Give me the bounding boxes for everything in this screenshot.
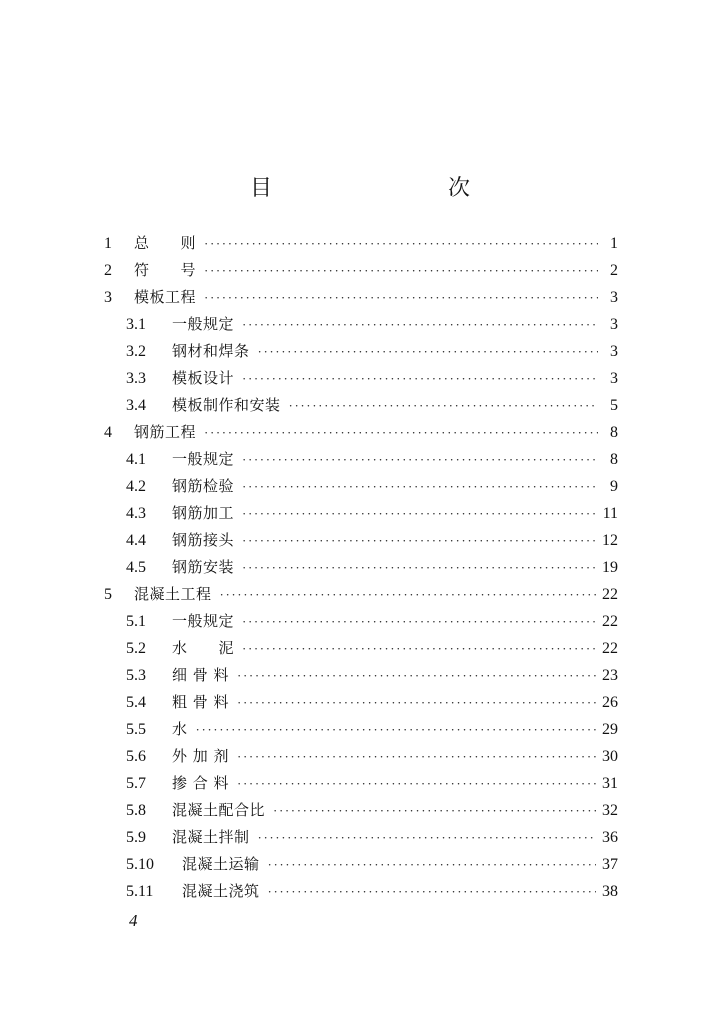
toc-entry	[104, 797, 618, 824]
toc-entry	[104, 338, 618, 365]
toc-entry	[104, 581, 618, 608]
page-title: 目 次	[249, 176, 514, 201]
toc-entry-title: 模板工程	[134, 288, 197, 306]
toc-entry-number: 5.9	[126, 829, 146, 846]
toc-entry-page: 30	[602, 748, 618, 765]
toc-entry-number: 5.8	[126, 802, 146, 819]
toc-entry-number: 2	[104, 262, 112, 279]
toc-entry-number: 5.11	[126, 883, 154, 900]
toc-entry-number: 4	[104, 424, 112, 441]
toc-leader-dots	[273, 797, 596, 824]
toc-leader-dots	[204, 284, 598, 311]
toc-entry-number: 1	[104, 235, 112, 252]
toc-leader-dots	[237, 662, 596, 689]
toc-entry-page: 12	[602, 532, 618, 549]
toc-entry	[104, 284, 618, 311]
page-number: 4	[129, 911, 138, 930]
toc-leader-dots	[242, 554, 596, 581]
toc-entry-page: 29	[602, 721, 618, 738]
table-of-contents	[104, 230, 618, 905]
toc-entry-title: 钢材和焊条	[172, 342, 250, 360]
toc-entry-title: 模板制作和安装	[172, 396, 281, 414]
toc-entry-page: 32	[602, 802, 618, 819]
toc-entry-page: 3	[610, 343, 618, 360]
toc-leader-dots	[204, 230, 598, 257]
toc-entry-number: 5.3	[126, 667, 146, 684]
toc-entry-title: 钢筋检验	[172, 477, 235, 495]
toc-entry-page: 11	[602, 505, 618, 522]
toc-entry-page: 37	[602, 856, 618, 873]
toc-entry-number: 3.4	[126, 397, 146, 414]
toc-entry-title: 一般规定	[172, 315, 235, 333]
toc-entry-page: 3	[610, 370, 618, 387]
toc-entry-page: 22	[602, 640, 618, 657]
toc-leader-dots	[268, 878, 596, 905]
toc-leader-dots	[237, 689, 596, 716]
toc-entry-title: 外 加 剂	[172, 747, 230, 765]
toc-leader-dots	[242, 446, 598, 473]
toc-entry-page: 26	[602, 694, 618, 711]
toc-leader-dots	[242, 500, 597, 527]
toc-entry-number: 4.4	[126, 532, 146, 549]
toc-entry	[104, 446, 618, 473]
toc-entry-title: 钢筋安装	[172, 558, 235, 576]
toc-entry-title: 钢筋工程	[134, 423, 197, 441]
toc-entry-page: 23	[602, 667, 618, 684]
toc-entry-title: 混凝土配合比	[172, 801, 266, 819]
toc-entry-title: 模板设计	[172, 369, 235, 387]
toc-entry-title: 总 则	[134, 234, 197, 252]
toc-entry-title: 一般规定	[172, 612, 235, 630]
toc-entry-number: 4.2	[126, 478, 146, 495]
toc-entry	[104, 878, 618, 905]
toc-entry	[104, 662, 618, 689]
toc-entry-number: 5.10	[126, 856, 154, 873]
toc-entry-page: 22	[602, 586, 618, 603]
toc-entry-number: 5.1	[126, 613, 146, 630]
toc-entry-title: 钢筋接头	[172, 531, 235, 549]
toc-entry-number: 3.3	[126, 370, 146, 387]
toc-entry-page: 2	[610, 262, 618, 279]
toc-leader-dots	[204, 257, 598, 284]
toc-entry-page: 36	[602, 829, 618, 846]
toc-entry-number: 5.5	[126, 721, 146, 738]
toc-entry	[104, 608, 618, 635]
toc-entry-title: 混凝土浇筑	[182, 882, 260, 900]
toc-entry-title: 水	[172, 720, 188, 738]
toc-leader-dots	[242, 311, 598, 338]
toc-entry-page: 22	[602, 613, 618, 630]
toc-leader-dots	[237, 743, 596, 770]
toc-entry-page: 9	[610, 478, 618, 495]
toc-entry-page: 8	[610, 451, 618, 468]
toc-entry-page: 1	[610, 235, 618, 252]
toc-entry-page: 19	[602, 559, 618, 576]
toc-entry	[104, 365, 618, 392]
toc-entry	[104, 311, 618, 338]
toc-leader-dots	[242, 473, 598, 500]
toc-entry-title: 粗 骨 料	[172, 693, 230, 711]
toc-entry-number: 3.1	[126, 316, 146, 333]
toc-entry	[104, 527, 618, 554]
toc-entry-page: 3	[610, 316, 618, 333]
toc-entry-page: 31	[602, 775, 618, 792]
toc-entry	[104, 689, 618, 716]
toc-entry	[104, 716, 618, 743]
toc-leader-dots	[242, 527, 596, 554]
toc-entry	[104, 419, 618, 446]
toc-entry-title: 钢筋加工	[172, 504, 235, 522]
toc-entry	[104, 824, 618, 851]
toc-entry-title: 掺 合 料	[172, 774, 230, 792]
toc-leader-dots	[220, 581, 596, 608]
toc-entry-title: 符 号	[134, 261, 197, 279]
toc-entry	[104, 851, 618, 878]
toc-entry-title: 细 骨 料	[172, 666, 230, 684]
toc-leader-dots	[289, 392, 598, 419]
toc-entry-number: 3.2	[126, 343, 146, 360]
toc-leader-dots	[268, 851, 596, 878]
toc-entry	[104, 230, 618, 257]
toc-leader-dots	[242, 635, 596, 662]
toc-entry	[104, 770, 618, 797]
toc-entry	[104, 554, 618, 581]
toc-entry-title: 一般规定	[172, 450, 235, 468]
toc-entry-title: 混凝土拌制	[172, 828, 250, 846]
toc-entry-page: 8	[610, 424, 618, 441]
toc-entry-page: 38	[602, 883, 618, 900]
toc-leader-dots	[242, 608, 596, 635]
toc-entry-title: 水 泥	[172, 639, 235, 657]
toc-entry-title: 混凝土工程	[134, 585, 212, 603]
toc-leader-dots	[196, 716, 596, 743]
toc-entry-number: 5.2	[126, 640, 146, 657]
toc-entry-number: 4.5	[126, 559, 146, 576]
toc-entry-number: 5.6	[126, 748, 146, 765]
toc-entry	[104, 257, 618, 284]
toc-leader-dots	[258, 824, 596, 851]
toc-leader-dots	[242, 365, 598, 392]
toc-entry-page: 5	[610, 397, 618, 414]
toc-leader-dots	[204, 419, 598, 446]
toc-entry	[104, 392, 618, 419]
toc-entry-number: 5	[104, 586, 112, 603]
toc-leader-dots	[258, 338, 598, 365]
toc-entry	[104, 635, 618, 662]
toc-entry-page: 3	[610, 289, 618, 306]
toc-entry-number: 5.4	[126, 694, 146, 711]
toc-entry	[104, 743, 618, 770]
toc-entry-number: 3	[104, 289, 112, 306]
toc-entry	[104, 500, 618, 527]
toc-entry-title: 混凝土运输	[182, 855, 260, 873]
toc-entry	[104, 473, 618, 500]
toc-entry-number: 4.3	[126, 505, 146, 522]
toc-entry-number: 4.1	[126, 451, 146, 468]
toc-leader-dots	[237, 770, 596, 797]
toc-entry-number: 5.7	[126, 775, 146, 792]
